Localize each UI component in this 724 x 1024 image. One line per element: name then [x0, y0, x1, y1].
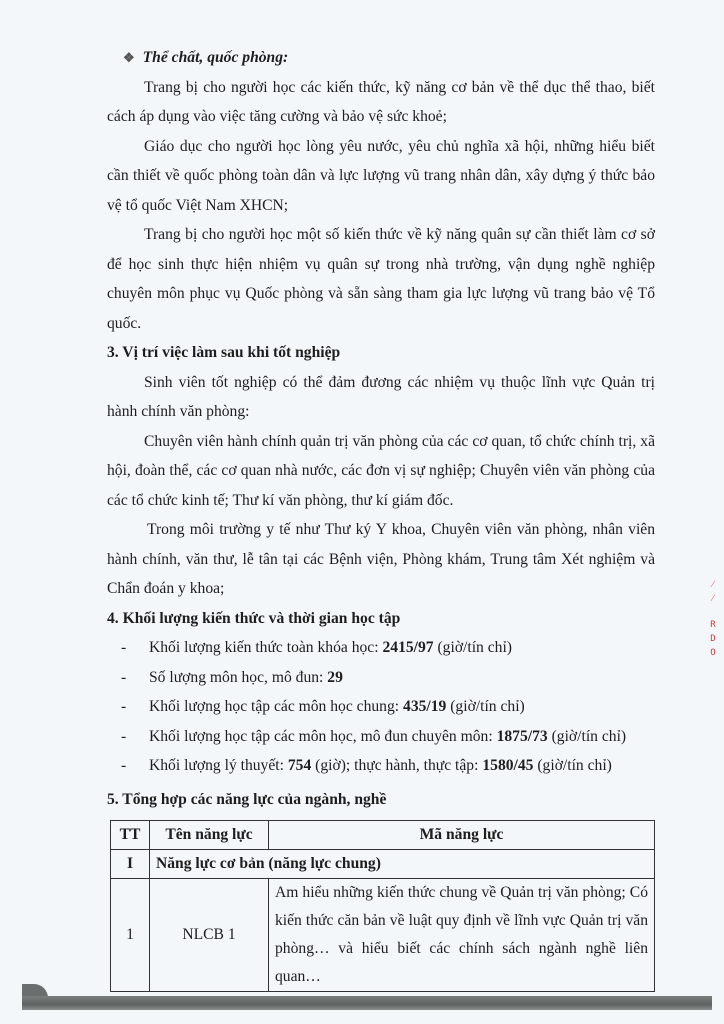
section-3: [107, 338, 655, 604]
column-header: TT: [111, 821, 150, 850]
group-label: Năng lực cơ bản (năng lực chung): [150, 850, 655, 879]
competency-description: Am hiểu những kiến thức chung về Quản trị văn phòng; Có kiến thức căn bản về luật quy định về lĩnh vực Quản trị văn phòng… và hiểu biết các chính sách ngành nghề liên quan…: [269, 879, 655, 992]
section-heading: 5. Tổng hợp các năng lực của ngành, nghề: [107, 790, 387, 808]
paragraph: Chuyên viên hành chính quản trị văn phòng của các cơ quan, tổ chức chính trị, xã hội, đoàn thể, các cơ quan nhà nước, các đơn vị sự nghiệp; Chuyên viên văn phòng của các tổ chức kinh tế; Thư kí văn phòng, thư kí giám đốc.: [107, 432, 655, 509]
diamond-bullet-icon: ❖: [123, 50, 135, 65]
column-header: Mã năng lực: [269, 821, 655, 850]
paragraph: Trong môi trường y tế như Thư ký Y khoa, Chuyên viên văn phòng, nhân viên hành chính, văn thư, lễ tân tại các Bệnh viện, Phòng khám, Trung tâm Xét nghiệm và Chẩn đoán y khoa;: [107, 521, 655, 597]
list-item: - Khối lượng lý thuyết: 754 (giờ); thực hành, thực tập: 1580/45 (giờ/tín chỉ): [107, 751, 655, 781]
row-number: 1: [111, 879, 150, 992]
margin-tick-icon: ⁄ ⁄: [712, 580, 714, 604]
column-header: Tên năng lực: [150, 821, 269, 850]
footer-decorative-bar: [22, 996, 712, 1010]
document-body: [107, 43, 655, 992]
section-heading: 3. Vị trí việc làm sau khi tốt nghiệp: [107, 344, 341, 361]
list-item: - Khối lượng học tập các môn học, mô đun chuyên môn: 1875/73 (giờ/tín chỉ): [107, 722, 655, 752]
paragraph: Giáo dục cho người học lòng yêu nước, yêu chủ nghĩa xã hội, những hiểu biết cần thiết về quốc phòng toàn dân và lực lượng vũ trang nhân dân, xây dựng ý thức bảo vệ tổ quốc Việt Nam XHCN;: [107, 137, 655, 214]
volume-list: [107, 633, 655, 781]
table-row: [111, 879, 655, 992]
group-number: I: [111, 850, 150, 879]
paragraph: Trang bị cho người học các kiến thức, kỹ năng cơ bản về thể dục thể thao, biết cách áp dụng vào việc tăng cường và bảo vệ sức khoẻ;: [107, 78, 655, 125]
margin-marks: ⁄ ⁄ R D O: [706, 578, 720, 660]
competency-table: [110, 820, 655, 992]
subsection-title: ❖ Thể chất, quốc phòng:: [123, 49, 289, 66]
list-item: - Khối lượng học tập các môn học chung: 435/19 (giờ/tín chỉ): [107, 692, 655, 722]
table-header-row: [111, 821, 655, 850]
list-item: - Số lượng môn học, mô đun: 29: [107, 663, 655, 693]
table-group-row: [111, 850, 655, 879]
section-physical-defense: [107, 43, 655, 338]
section-4: [107, 604, 655, 815]
competency-name: NLCB 1: [150, 879, 269, 992]
paragraph: Sinh viên tốt nghiệp có thể đảm đương các nhiệm vụ thuộc lĩnh vực Quản trị hành chính văn phòng:: [107, 373, 655, 420]
paragraph: Trang bị cho người học một số kiến thức về kỹ năng quân sự cần thiết làm cơ sở để học sinh thực hiện nhiệm vụ quân sự trong nhà trường, vận dụng nghề nghiệp chuyên môn phục vụ Quốc phòng và sẵn sàng tham gia lực lượng vũ trang bảo vệ Tổ quốc.: [107, 226, 655, 332]
list-item: - Khối lượng kiến thức toàn khóa học: 2415/97 (giờ/tín chỉ): [107, 633, 655, 663]
section-heading: 4. Khối lượng kiến thức và thời gian học tập: [107, 609, 401, 627]
